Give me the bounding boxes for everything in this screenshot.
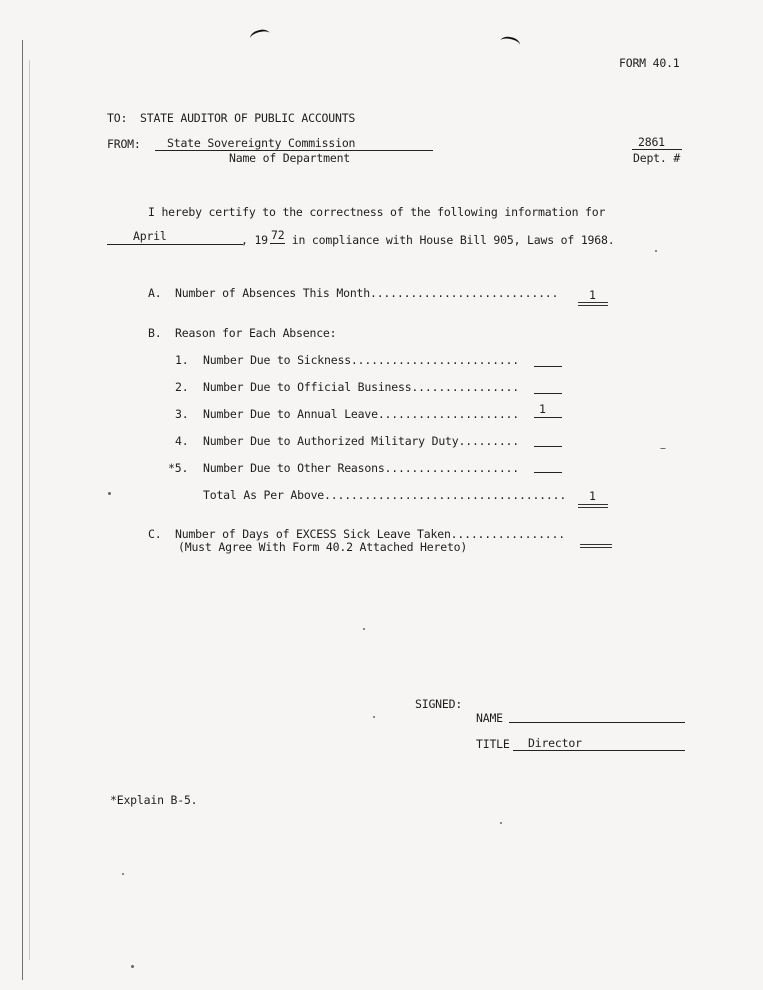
certify-year-prefix: , 19 — [241, 233, 268, 247]
dept-number-underline — [632, 149, 682, 150]
item-3-underline — [534, 417, 562, 418]
item-4-number: 4. — [175, 434, 189, 448]
binder-edge-shadow — [29, 60, 30, 960]
certify-line-2: in compliance with House Bill 905, Laws of 1968. — [285, 233, 615, 247]
scan-speck — [655, 250, 657, 252]
scan-speck — [500, 822, 502, 824]
scan-speck — [373, 716, 375, 718]
scan-speck — [131, 965, 134, 968]
section-c-note: (Must Agree With Form 40.2 Attached Hereto) — [178, 540, 468, 554]
item-1-label: Number Due to Sickness......................... — [203, 353, 520, 367]
item-5-label: Number Due to Other Reasons.................... — [203, 461, 520, 475]
signed-label: SIGNED: — [415, 697, 463, 711]
item-5-underline — [534, 472, 562, 473]
section-a-label: Number of Absences This Month............................ — [175, 286, 559, 300]
certify-line-1: I hereby certify to the correctness of the following information for — [148, 205, 606, 219]
binder-edge-line — [22, 40, 23, 980]
section-c-label: Number of Days of EXCESS Sick Leave Taken................. — [175, 527, 565, 541]
name-underline — [509, 722, 685, 723]
to-value: STATE AUDITOR OF PUBLIC ACCOUNTS — [140, 111, 356, 125]
item-4-label: Number Due to Authorized Military Duty......... — [203, 434, 520, 448]
scan-speck — [108, 492, 111, 495]
section-b-label: Reason for Each Absence: — [175, 326, 337, 340]
from-value: State Sovereignty Commission — [167, 136, 356, 150]
title-value: Director — [528, 736, 582, 750]
to-label: TO: — [107, 111, 128, 125]
hole-punch-mark-left — [249, 28, 271, 45]
certify-year-suffix: 72 — [271, 228, 285, 242]
section-a-value-double-underline — [578, 302, 608, 306]
title-label: TITLE — [476, 737, 510, 751]
item-2-number: 2. — [175, 380, 189, 394]
item-4-underline — [534, 446, 562, 447]
dept-caption: Dept. # — [633, 151, 681, 165]
year-underline — [270, 243, 285, 244]
from-label: FROM: — [107, 137, 141, 151]
item-3-value: 1 — [539, 402, 546, 416]
scan-speck — [660, 448, 666, 449]
section-c-value-double-underline — [580, 544, 612, 548]
scan-speck — [363, 628, 365, 630]
item-2-label: Number Due to Official Business................ — [203, 380, 520, 394]
section-a-letter: A. — [148, 286, 162, 300]
item-3-number: 3. — [175, 407, 189, 421]
form-number: FORM 40.1 — [619, 56, 680, 70]
section-b-letter: B. — [148, 326, 162, 340]
total-value-double-underline — [578, 504, 608, 508]
certify-month: April — [133, 229, 167, 243]
section-c-letter: C. — [148, 527, 162, 541]
item-1-underline — [534, 366, 562, 367]
footnote: *Explain B-5. — [110, 793, 198, 807]
item-5-number: *5. — [168, 461, 189, 475]
name-label: NAME — [476, 711, 503, 725]
scan-speck — [122, 873, 124, 875]
total-value: 1 — [589, 489, 596, 503]
hole-punch-mark-right — [499, 35, 521, 51]
department-caption: Name of Department — [229, 151, 351, 165]
month-underline — [107, 244, 243, 245]
title-underline — [513, 750, 685, 751]
item-3-label: Number Due to Annual Leave..................... — [203, 407, 520, 421]
item-2-underline — [534, 393, 562, 394]
item-1-number: 1. — [175, 353, 189, 367]
total-label: Total As Per Above.................................... — [203, 488, 567, 502]
section-a-value: 1 — [589, 288, 596, 302]
dept-number: 2861 — [638, 135, 665, 149]
